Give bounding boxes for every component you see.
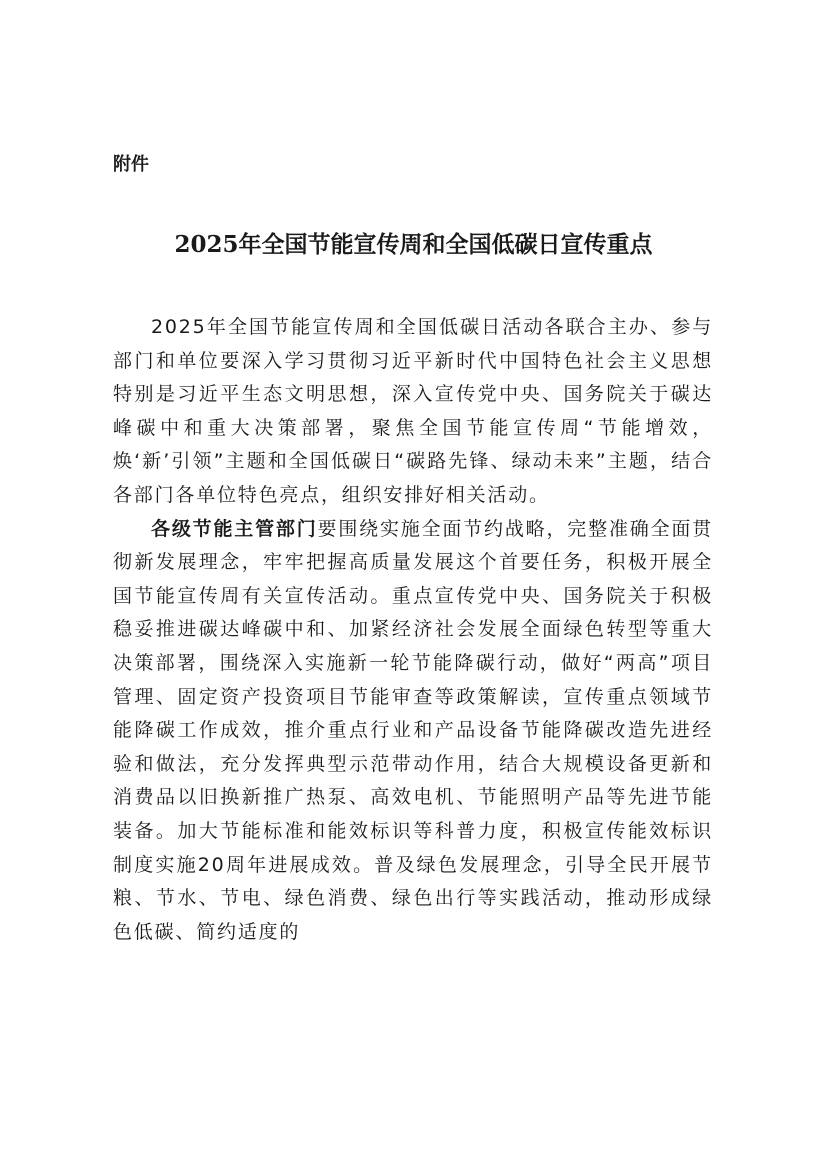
document-body — [113, 311, 713, 949]
document-title: 2025年全国节能宣传周和全国低碳日宣传重点 — [174, 231, 653, 258]
attachment-label: 附件 — [113, 154, 149, 175]
paragraph-body-text: 要围绕实施全面节约战略，完整准确全面贯彻新发展理念，牢牢把握高质量发展这个首要任务，积极开展全国节能宣传周有关宣传活动。重点宣传党中央、国务院关于积极稳妥推进碳达峰碳中和、加紧经济社会发展全面绿色转型等重大决策部署，围绕深入实施新一轮节能降碳行动，做好“两高”项目管理、固定资产投资项目节能审查等政策解读，宣传重点领域节能降碳工作成效，推介重点行业和产品设备节能降碳改造先进经验和做法，充分发挥典型示范带动作用，结合大规模设备更新和消费品以旧换新推广热泵、高效电机、节能照明产品等先进节能装备。加大节能标准和能效标识等科普力度，积极宣传能效标识制度实施20周年进展成效。普及绿色发展理念，引导全民开展节粮、节水、节电、绿色消费、绿色出行等实践活动，推动形成绿色低碳、简约适度的 — [113, 517, 714, 943]
paragraph-intro: 2025年全国节能宣传周和全国低碳日活动各联合主办、参与部门和单位要深入学习贯彻习近平新时代中国特色社会主义思想特别是习近平生态文明思想，深入宣传党中央、国务院关于碳达峰碳中和重大决策部署，聚焦全国节能宣传周“节能增效，焕‘新’引领”主题和全国低碳日“碳路先锋、绿动未来”主题，结合各部门各单位特色亮点，组织安排好相关活动。 — [113, 316, 713, 506]
paragraph-lead-text: 各级节能主管部门 — [151, 517, 318, 540]
paragraph-energy-departments — [113, 513, 713, 950]
